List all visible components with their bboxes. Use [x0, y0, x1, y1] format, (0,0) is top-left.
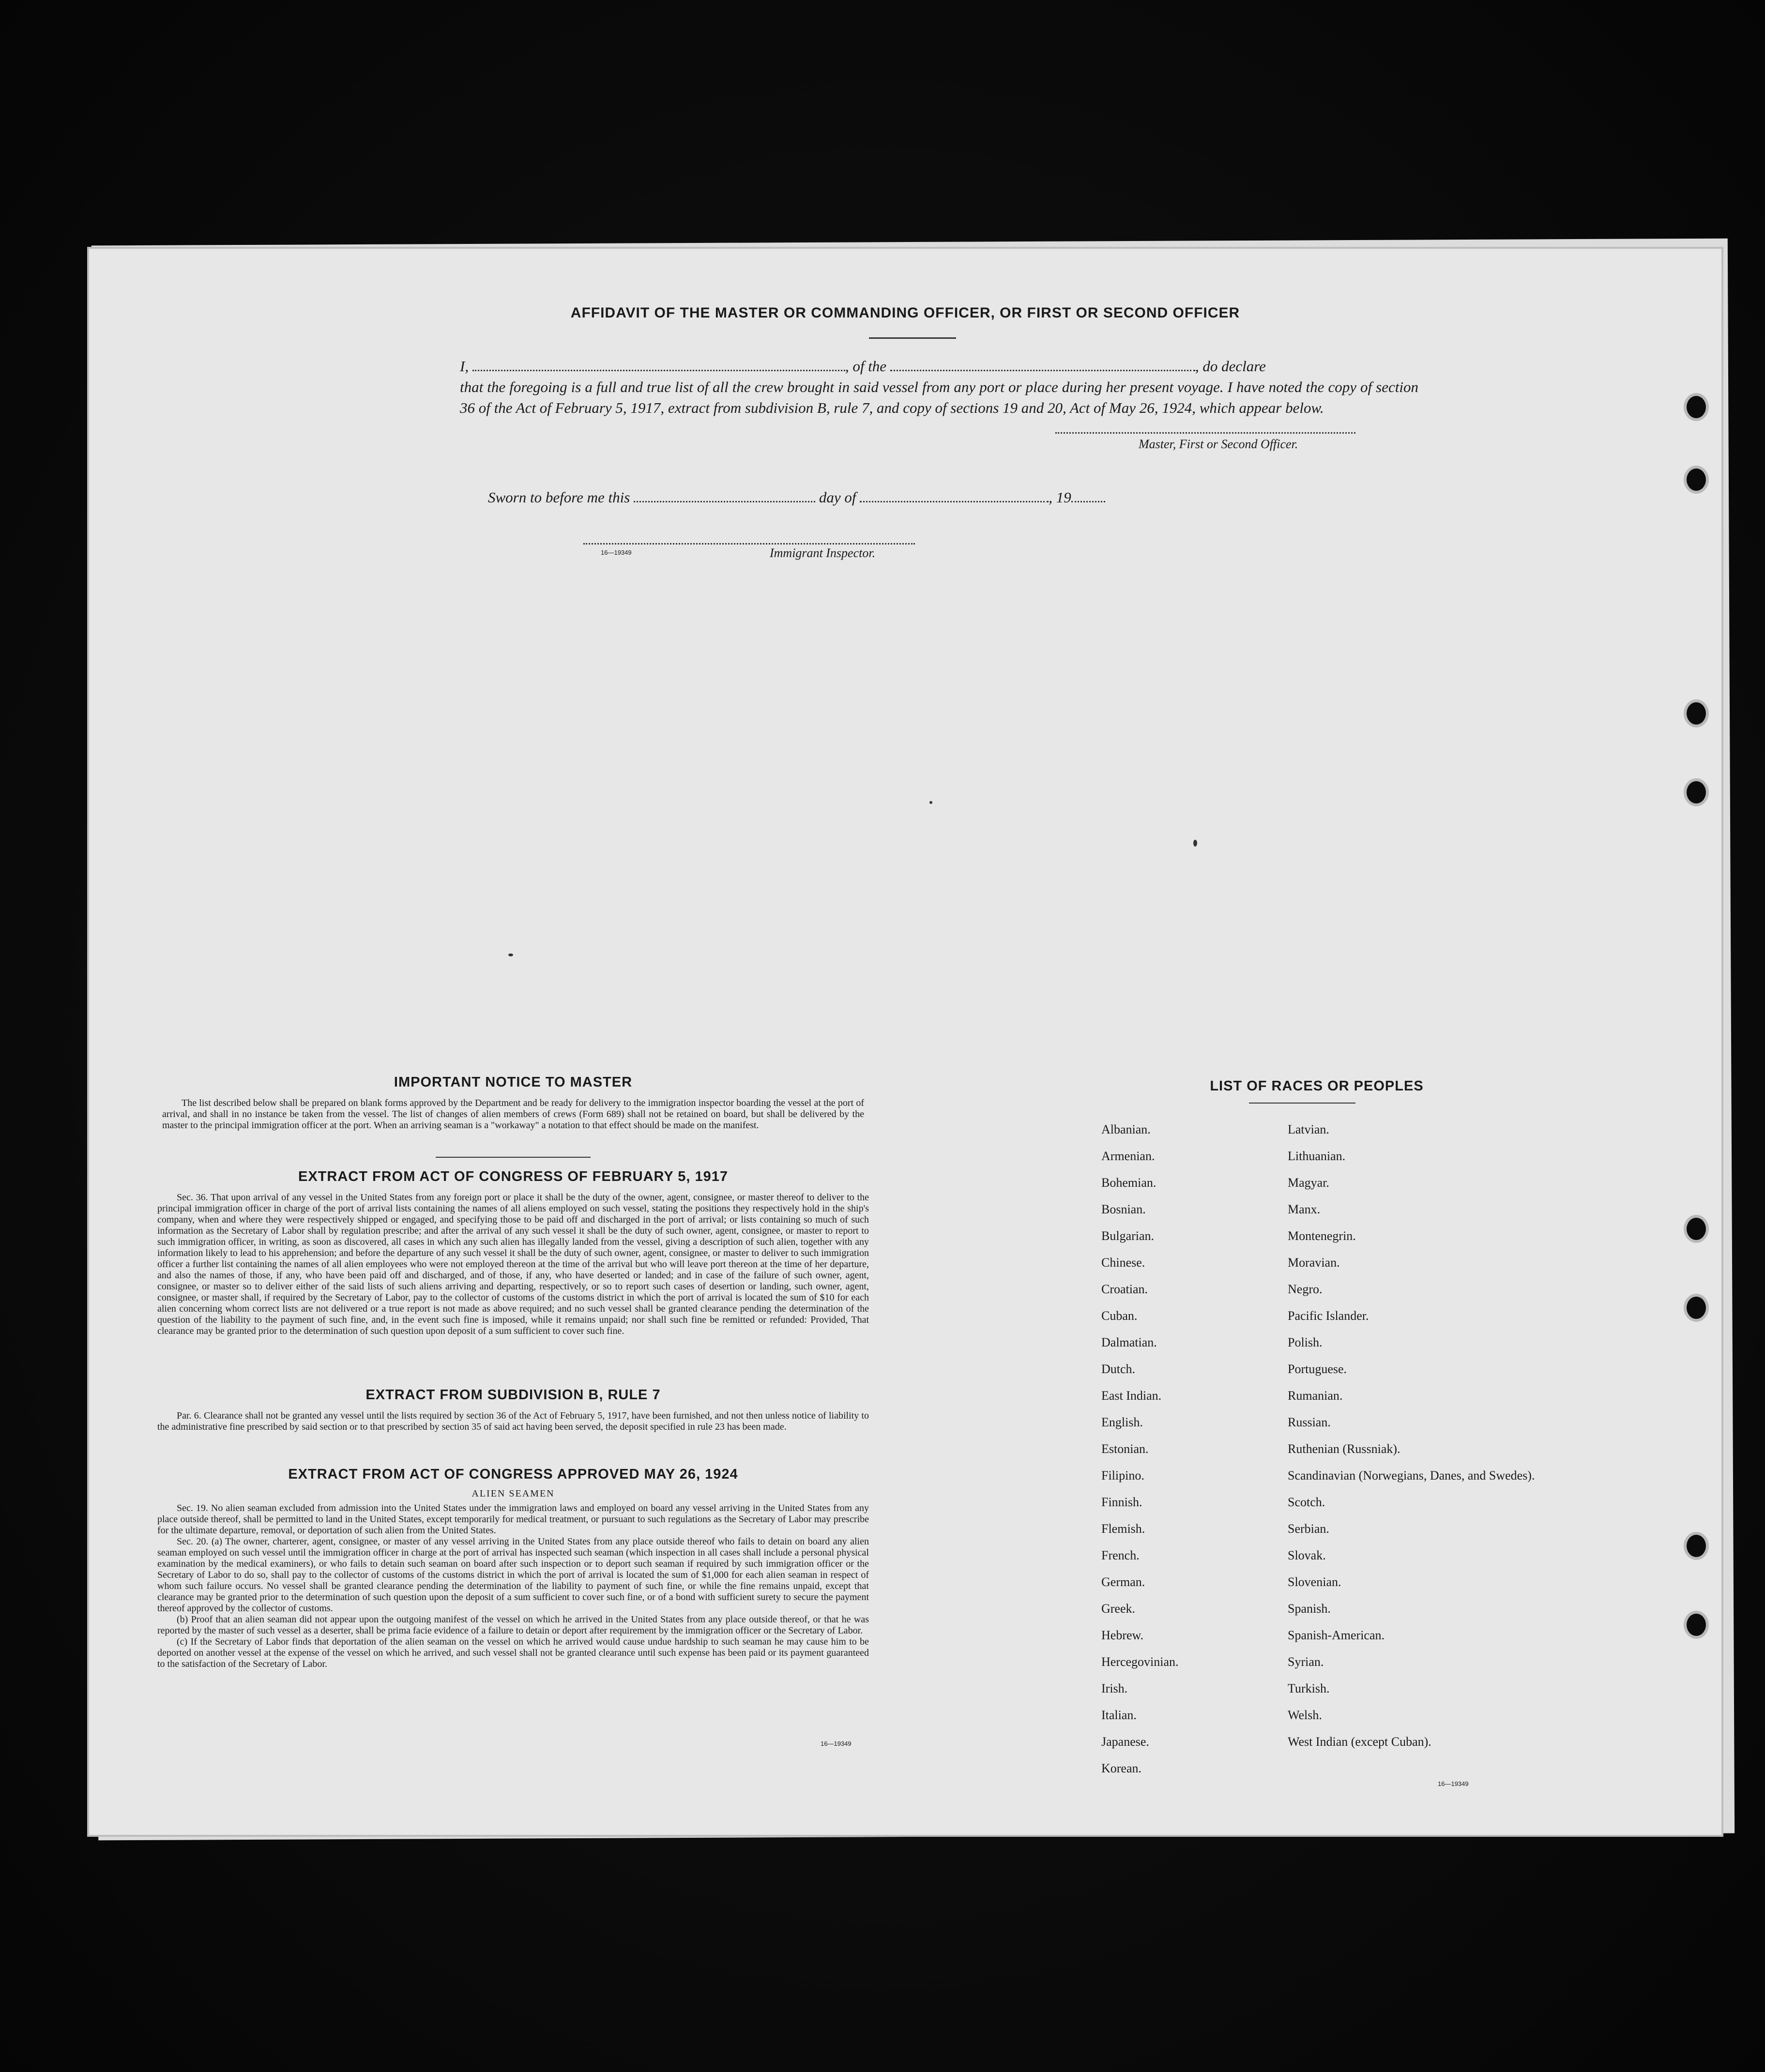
notice-title: IMPORTANT NOTICE TO MASTER	[394, 1074, 633, 1090]
race-item: Serbian.	[1288, 1522, 1329, 1536]
year-prefix-text: , 19	[1049, 489, 1071, 506]
extract-1924-text	[157, 1503, 869, 1670]
punch-hole	[1684, 393, 1709, 421]
race-item: Scotch.	[1288, 1495, 1325, 1509]
sworn-month-blank[interactable]	[860, 489, 1049, 502]
race-item: Rumanian.	[1288, 1389, 1343, 1403]
notice-paragraph: The list described below shall be prepared on blank forms approved by the Department and be ready for delivery to the immigration inspector boarding the vessel at the port of arrival, and shall in no instance be taken from the vessel. The list of changes of alien members of crews (Form 689) shall not be retained on board, but shall be delivered by the master to the principal immigration officer at the port. When an arriving seaman is a "workaway" a notation to that effect should be made on the manifest.	[162, 1098, 864, 1131]
affidavit-title: AFFIDAVIT OF THE MASTER OR COMMANDING OFFICER, OR FIRST OR SECOND OFFICER	[570, 305, 1240, 321]
race-item: Cuban.	[1101, 1309, 1138, 1323]
rule-7-text	[157, 1410, 869, 1433]
notice-divider	[436, 1157, 591, 1158]
extract-1917-paragraph: Sec. 36. That upon arrival of any vessel in the United States from any foreign port or place it shall be the duty of the owner, agent, consignee, or master thereof to deliver to the principal immigration officer in charge of the port of arrival lists containing the names of all aliens employed on such vessel, stating the positions they respectively hold in the ship's company, when and where they were respectively shipped or engaged, and specifying those to be paid off and discharged in the port of arrival; or lists containing so much of such information as the Secretary of Labor shall by regulation prescribe; and after the arrival of any such vessel it shall be the duty of such owner, agent, consignee, or master to report to such immigration officer, in writing, as soon as discovered, all cases in which any such alien has illegally landed from the vessel, giving a description of such alien, together with any information likely to lead to his apprehension; and before the departure of any such vessel it shall be the duty of such owner, agent, consignee, or master to deliver to such immigration officer a further list containing the names of all alien employees who were not employed thereon at the time of the arrival but who will leave port thereon at the time of her departure, and also the names of those, if any, who have been paid off and discharged, and of those, if any, who have deserted or landed; and in case of the failure of such owner, agent, consignee, or master so to deliver either of the said lists of such aliens arriving and departing, respectively, or so to report such cases of desertion or landing, such owner, agent, consignee, or master shall, if required by the Secretary of Labor, pay to the collector of customs of the customs district in which the port of arrival is located the sum of $10 for each alien concerning whom correct lists are not delivered or a true report is not made as above required; and no such vessel shall be granted clearance pending the determination of the question of the liability to the payment of such fine, and, in the event such fine is imposed, while it remains unpaid; nor shall such fine be remitted or refunded: Provided, That clearance may be granted prior to the determination of such question upon deposit of a sum sufficient to cover such fine.	[157, 1192, 869, 1336]
race-item: Portuguese.	[1288, 1362, 1347, 1376]
race-item: Italian.	[1101, 1708, 1137, 1722]
sworn-line	[488, 489, 1105, 506]
form-number-left: 16—19349	[821, 1740, 852, 1747]
race-item: Scandinavian (Norwegians, Danes, and Swedes).	[1288, 1468, 1535, 1482]
master-signature-line[interactable]	[1055, 432, 1355, 434]
race-item: French.	[1101, 1548, 1140, 1562]
race-item: English.	[1101, 1415, 1143, 1429]
form-number-right: 16—19349	[1438, 1780, 1469, 1787]
declaration-body: that the foregoing is a full and true list of all the crew brought in said vessel from any port or place during her present voyage. I have noted the copy of section 36 of the Act of February 5, 1917, extract from subdivision B, rule 7, and copy of sections 19 and 20, Act of May 26, 1924, which appear below.	[460, 378, 1418, 416]
name-blank[interactable]	[472, 358, 845, 371]
race-item: Welsh.	[1288, 1708, 1322, 1722]
master-label: Master, First or Second Officer.	[1139, 437, 1298, 451]
punch-hole	[1684, 1294, 1709, 1322]
race-item: Flemish.	[1101, 1522, 1145, 1536]
vessel-blank[interactable]	[890, 358, 1195, 371]
race-item: Pacific Islander.	[1288, 1309, 1369, 1323]
race-item: East Indian.	[1101, 1389, 1162, 1403]
race-item: West Indian (except Cuban).	[1288, 1735, 1431, 1749]
races-divider	[1249, 1103, 1355, 1104]
race-item: Hebrew.	[1101, 1628, 1144, 1642]
section-20a-paragraph: Sec. 20. (a) The owner, charterer, agent, consignee, or master of any vessel arriving in the United States from any place outside thereof who fails to detain on board any alien seaman employed on such vessel until the immigration officer in charge at the port of arrival has inspected such seaman (which inspection in all cases shall include a personal physical examination by the medical examiners), or who fails to detain such seaman on board after such inspection or to deport such seaman if required by such immigration officer or the Secretary of Labor to do so, shall pay to the collector of customs of the customs district in which the port of arrival is located the sum of $1,000 for each alien seaman in respect of whom such failure occurs. No vessel shall be granted clearance pending the determination of the liability to payment of such fine, or while the fine remains unpaid, except that clearance may be granted prior to the determination of such question upon the deposit of a sum sufficient to cover such fine, or of a bond with sufficient surety to secure the payment thereof approved by the collector of customs.	[157, 1536, 869, 1614]
declaration-line-1	[460, 356, 1418, 377]
race-item: Moravian.	[1288, 1255, 1340, 1270]
race-item: German.	[1101, 1575, 1145, 1589]
race-item: Ruthenian (Russniak).	[1288, 1442, 1400, 1456]
race-item: Lithuanian.	[1288, 1149, 1346, 1163]
i-prefix: I,	[460, 358, 469, 375]
races-title: LIST OF RACES OR PEOPLES	[1210, 1078, 1424, 1094]
punch-hole	[1684, 778, 1709, 806]
race-item: Filipino.	[1101, 1468, 1144, 1482]
rule-7-paragraph: Par. 6. Clearance shall not be granted any vessel until the lists required by section 36 of the Act of February 5, 1917, have been furnished, and not then unless notice of liability to the administrative fine prescribed by said section or to that prescribed by section 35 of said act having been served, the deposit specified in rule 23 has been made.	[157, 1410, 869, 1432]
race-item: Bosnian.	[1101, 1202, 1146, 1216]
race-item: Irish.	[1101, 1681, 1128, 1695]
section-20b-paragraph: (b) Proof that an alien seaman did not appear upon the outgoing manifest of the vessel on which he arrived in the United States from any place outside thereof, or that he was reported by the master of such vessel as a deserter, shall be prima facie evidence of a failure to detain or deport after requirement by the immigration officer or the Secretary of Labor.	[157, 1614, 869, 1636]
race-item: Latvian.	[1288, 1122, 1329, 1136]
alien-seamen-subtitle: ALIEN SEAMEN	[472, 1488, 555, 1499]
race-item: Dutch.	[1101, 1362, 1136, 1376]
race-item: Polish.	[1288, 1335, 1323, 1349]
title-underline	[869, 337, 956, 339]
extract-1924-title: EXTRACT FROM ACT OF CONGRESS APPROVED MAY 26, 1924	[288, 1467, 738, 1482]
ink-speck	[1193, 840, 1197, 847]
race-item: Syrian.	[1288, 1655, 1324, 1669]
ink-speck	[929, 801, 932, 804]
punch-hole	[1684, 1611, 1709, 1639]
punch-hole	[1684, 1532, 1709, 1560]
race-item: Spanish-American.	[1288, 1628, 1385, 1642]
race-item: Chinese.	[1101, 1255, 1145, 1270]
race-item: Albanian.	[1101, 1122, 1151, 1136]
ink-speck	[508, 953, 513, 956]
race-item: Russian.	[1288, 1415, 1331, 1429]
race-item: Turkish.	[1288, 1681, 1330, 1695]
race-item: Slovak.	[1288, 1548, 1326, 1562]
extract-1917-title: EXTRACT FROM ACT OF CONGRESS OF FEBRUARY 5, 1917	[298, 1169, 729, 1184]
section-19-paragraph: Sec. 19. No alien seaman excluded from admission into the United States under the immigration laws and employed on board any vessel arriving in the United States from any place outside thereof, shall be permitted to land in the United States, except temporarily for medical treatment, or pursuant to such regulations as the Secretary of Labor may prescribe for the ultimate departure, removal, or deportation of such alien from the United States.	[157, 1503, 869, 1536]
section-20c-paragraph: (c) If the Secretary of Labor finds that deportation of the alien seaman on the vessel on which he arrived would cause undue hardship to such seaman he may cause him to be deported on another vessel at the expense of the vessel on which he arrived, and such vessel shall not be granted clearance until such expense has been paid or its payment guaranteed to the satisfaction of the Secretary of Labor.	[157, 1636, 869, 1669]
race-item: Manx.	[1288, 1202, 1321, 1216]
inspector-label: Immigrant Inspector.	[770, 546, 876, 560]
race-item: Negro.	[1288, 1282, 1323, 1296]
document-page	[87, 247, 1723, 1837]
race-item: Slovenian.	[1288, 1575, 1341, 1589]
day-of-text: day of	[819, 489, 856, 506]
of-the-text: , of the	[845, 358, 887, 375]
race-item: Estonian.	[1101, 1442, 1149, 1456]
race-item: Greek.	[1101, 1602, 1136, 1616]
race-item: Korean.	[1101, 1761, 1142, 1775]
race-item: Magyar.	[1288, 1176, 1329, 1190]
affidavit-declaration	[460, 356, 1418, 418]
inspector-signature-line[interactable]	[583, 543, 915, 544]
sworn-day-blank[interactable]	[634, 489, 815, 502]
race-item: Dalmatian.	[1101, 1335, 1157, 1349]
race-item: Armenian.	[1101, 1149, 1155, 1163]
punch-hole	[1684, 466, 1709, 494]
race-item: Japanese.	[1101, 1735, 1149, 1749]
extract-1917-text	[157, 1192, 869, 1337]
punch-hole	[1684, 1215, 1709, 1243]
races-list	[1101, 1123, 1547, 1788]
race-item: Bohemian.	[1101, 1176, 1156, 1190]
year-blank[interactable]	[1071, 489, 1105, 502]
rule-7-title: EXTRACT FROM SUBDIVISION B, RULE 7	[365, 1387, 661, 1403]
notice-text	[162, 1098, 864, 1131]
race-item: Montenegrin.	[1288, 1229, 1356, 1243]
race-item: Bulgarian.	[1101, 1229, 1155, 1243]
race-item: Croatian.	[1101, 1282, 1148, 1296]
sworn-text: Sworn to before me this	[488, 489, 630, 506]
punch-hole	[1684, 699, 1709, 727]
do-declare-text: , do declare	[1195, 358, 1266, 375]
form-number-top: 16—19349	[601, 549, 632, 556]
race-item: Spanish.	[1288, 1602, 1331, 1616]
race-item: Hercegovinian.	[1101, 1655, 1179, 1669]
race-item: Finnish.	[1101, 1495, 1142, 1509]
